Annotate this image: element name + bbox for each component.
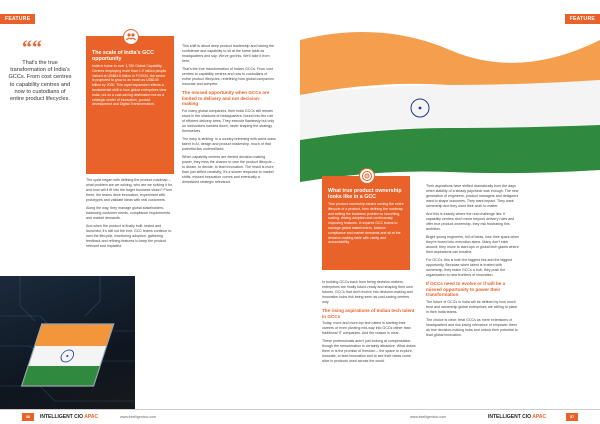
page-number: 37 bbox=[566, 413, 578, 421]
footer-url[interactable]: www.intelligentcio.com bbox=[410, 415, 447, 419]
section-heading: If GCCs need to evolve or if will be a missed opportunity to power their transformation bbox=[426, 281, 506, 297]
scale-box-body: India is home to over 1,750 Global Capability Centres employing more than 1.9 million people. Valued at US$64.6 billion in FY2024, the sector is projected to grow to as much as US$100 billion by 2030. This rapid expansion reflects a fundamental shift in how global enterprises view India, not as a cost-saving destination but as a strategic center of innovation, product development and Digital Transformation. bbox=[92, 64, 168, 107]
ownership-box-body: True product ownership means owning the entire lifecycle of a product, from defining the roadmap and setting the business problem to launching, scaling, driving adoption and continuously improving features. It requires GCC teams to manage global stakeholders, balance compliance and market demands and sit at the decision-making table with clarity and accountability. bbox=[328, 202, 404, 245]
paragraph: The irony is striking: in a country brimming with world-class talent in AI, design and product leadership, much of that potential lies underutilized. bbox=[182, 136, 276, 151]
paragraph: This shift is about deep product leadership and having the confidence and capability to sit at the same table as headquarters and say: We've got this. We'll take it from here. bbox=[182, 44, 275, 63]
paragraph: And when the product is finally built, tested and launched, it's still not the end. GCC teams continue to own the lifecycle, monitoring adoption, gathering feedback and refining features to keep the product relevant and impactful. bbox=[86, 224, 172, 248]
footer-url[interactable]: www.intelligentcio.com bbox=[120, 415, 157, 419]
section-heading: The missed opportunity when GCCs are limited to delivery and not decision-making bbox=[182, 90, 270, 106]
brand-logo bbox=[40, 413, 98, 421]
left-col-2 bbox=[182, 44, 276, 188]
quote-mark-icon: ““ bbox=[22, 37, 42, 59]
ownership-box bbox=[322, 176, 410, 270]
chip-flag-image bbox=[0, 276, 135, 424]
feature-tab: FEATURE bbox=[0, 14, 35, 24]
ownership-box-title: What true product ownership looks like in a GCC bbox=[328, 188, 402, 200]
paragraph: That's the true transformation of India's GCCs. From cost centres to capability centres and now to custodians of entire product lifecycles, redefining how global companies innovate and compete. bbox=[182, 67, 274, 86]
paragraph: Their aspirations have shifted dramatically from the days when stability of a steady paycheck was enough. The new generation of engineers, product managers and designers want to shape outcomes. They want impact. They want ownership and they want their work to matter. bbox=[426, 184, 519, 208]
footer bbox=[0, 409, 300, 424]
scale-box bbox=[86, 36, 174, 174]
paragraph: And this is exactly where the real challenge lies. If capability centres don't move beyond delivery roles and offer true product ownership, they risk frustrating this ambition. bbox=[426, 212, 515, 231]
paragraph: The future of GCCs in India will be defined by how much trust and ownership global enterprises are willing to place in their India teams. bbox=[426, 299, 518, 314]
paragraph: Today, more and more top tech talent is starting their careers or even pivoting mid-way into GCCs rather than traditional IT companies. And the reason is clear. bbox=[322, 321, 411, 335]
brand-region: APAC bbox=[84, 414, 99, 420]
paragraph: The cycle began with defining the product roadmap – what problem are we solving, who are we solving it for and how will it fit into the larger business vision? From there, the teams drive innovation, experiment with prototypes and validate ideas with real customers. bbox=[86, 178, 173, 202]
feature-tab: FEATURE bbox=[565, 14, 600, 24]
paragraph: Bright young engineers, full of ideas, lose their spark when they're boxed into execution alone. Many don't stick around; they move to start-ups or global tech giants where their aspirations can breathe. bbox=[426, 235, 520, 254]
right-col-3 bbox=[322, 280, 416, 367]
brand-logo bbox=[488, 413, 546, 421]
paragraph: When capability centres are denied decision-making power, they miss the chance to own the product lifecycle – to dream, to decide, to lead innovation. The result is more than just stifled creativity; it's a slower response to market shifts, missed innovation curves and eventually a diminished strategic relevance. bbox=[182, 154, 275, 184]
flag-graphic bbox=[300, 0, 600, 182]
section-heading: The rising aspirations of Indian tech talent in GCCs bbox=[322, 308, 415, 319]
pull-quote: That's the true transformation of India's GCCs. From cost centres to capability centres and now to custodians of entire product lifecycles. bbox=[8, 60, 72, 103]
paragraph: In building GCCs back from being decision-makers, enterprises are finally future-ready and shaping their own futures. GCCs that don't evolve into decision-making and innovation hubs risk being seen as cost-saving centres only. bbox=[322, 280, 413, 304]
scale-box-title: The scale of India's GCC opportunity bbox=[92, 50, 154, 62]
brand-main: INTELLIGENT CIO bbox=[488, 414, 532, 420]
paragraph: Along the way, they manage global stakeholders, balancing customer needs, compliance requirements and market demands. bbox=[86, 206, 171, 220]
footer bbox=[300, 409, 600, 424]
target-icon bbox=[359, 168, 375, 184]
right-page bbox=[300, 0, 600, 424]
paragraph: The choice is clear: treat GCCs as mere extensions of headquarters and risk losing relevance or empower them as true decision-making hubs and unlock their potential to lead global innovation. bbox=[426, 317, 518, 337]
paragraph: These professionals aren't just looking at compensation, though the remuneration is certainly attractive. What draws them in is the promise of freedom – the space to explore, innovate, to lead innovation and to see their ideas come alive in products used across the world. bbox=[322, 339, 416, 363]
right-col-4 bbox=[426, 184, 520, 341]
left-col-1 bbox=[86, 178, 174, 252]
paragraph: For GCCs, this is both the biggest risk and the biggest opportunity. Because when talent is trusted with ownership, they make GCCs a hub, they push the organisation to new frontiers of innovation. bbox=[426, 258, 513, 277]
brand-region: APAC bbox=[532, 414, 547, 420]
brand-main: INTELLIGENT CIO bbox=[40, 414, 84, 420]
people-icon bbox=[123, 29, 139, 45]
page-number: 36 bbox=[22, 413, 34, 421]
paragraph: For many global companies, their India GCCs still remain stuck in the shadows of headquarters, bound into the role of efficient delivery arms. They execute flawlessly but only on instructions handed down, never shaping the strategy themselves. bbox=[182, 108, 275, 133]
